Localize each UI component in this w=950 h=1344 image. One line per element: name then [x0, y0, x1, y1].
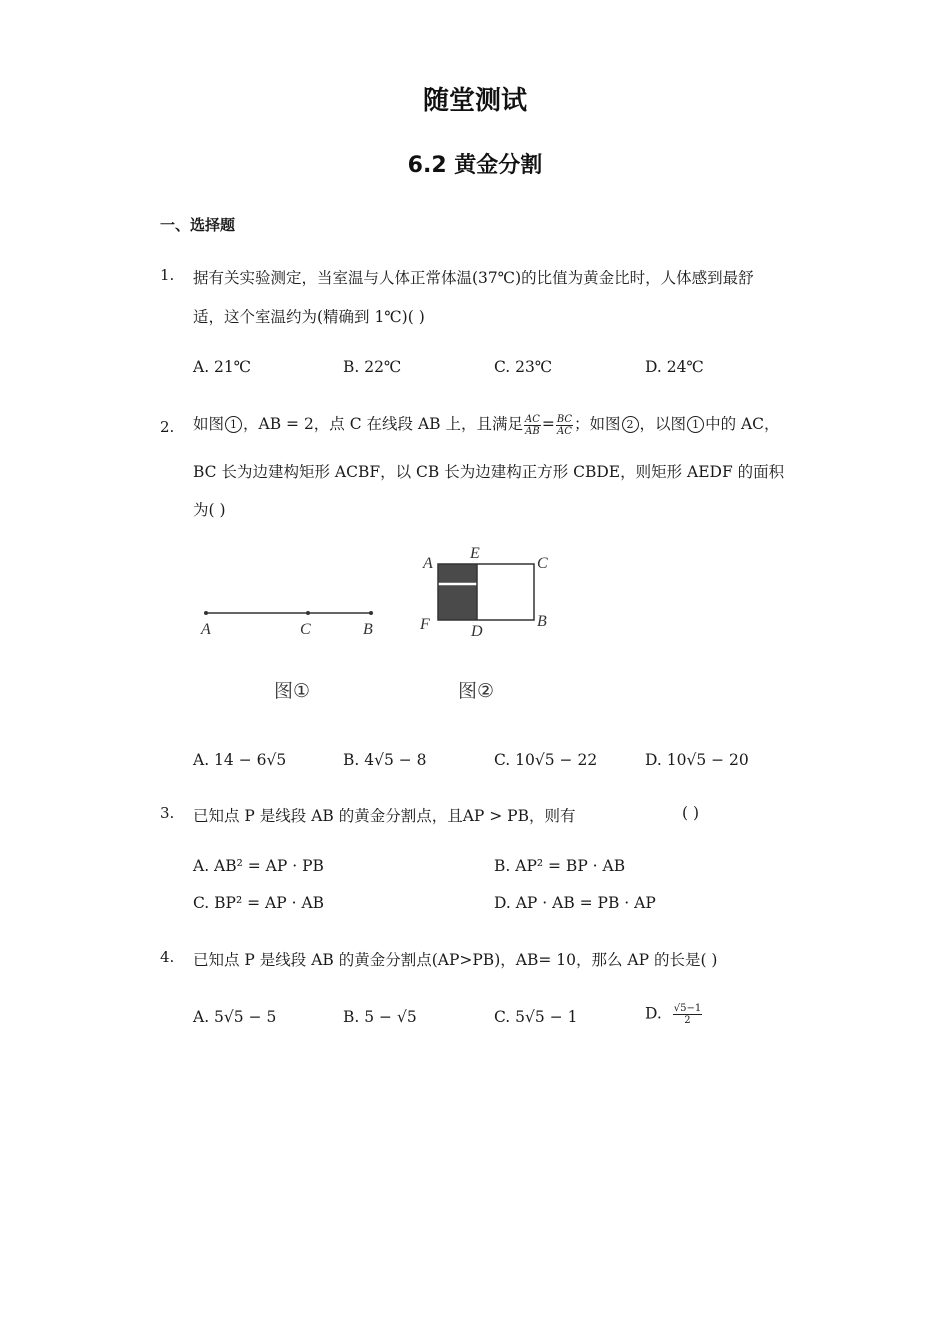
geometry-figure — [190, 540, 570, 720]
point-b — [369, 611, 373, 615]
question-number: 3. — [160, 804, 175, 822]
option-c: C. BP² = AP · AB — [193, 894, 325, 912]
question-text-line: 适，这个室温约为(精确到 1℃)( ) — [193, 308, 425, 326]
option-d: D. 10√5 − 20 — [645, 751, 749, 769]
equals-sign: = — [541, 415, 555, 433]
label-f: F — [420, 616, 430, 633]
question-text-line: 据有关实验测定，当室温与人体正常体温(37℃)的比值为黄金比时，人体感到最舒 — [193, 269, 754, 287]
shaded-rectangle-aedf — [438, 564, 477, 620]
page-subtitle: 6.2 黄金分割 — [407, 153, 543, 178]
label-a: A — [423, 555, 433, 572]
label-a: A — [201, 621, 211, 638]
circled-number: 2 — [622, 416, 639, 433]
option-a: A. 14 − 6√5 — [193, 751, 287, 769]
label-e: E — [470, 545, 480, 562]
label-c: C — [537, 555, 548, 572]
option-b: B. 4√5 − 8 — [343, 751, 427, 769]
option-a: A. 21℃ — [193, 358, 252, 376]
label-d: D — [471, 623, 483, 640]
text-fragment: 中的 AC， — [705, 415, 780, 433]
fraction-numerator: √5−1 — [673, 1003, 702, 1014]
circled-number: 1 — [225, 416, 242, 433]
option-a: A. 5√5 − 5 — [193, 1008, 277, 1026]
fraction — [524, 414, 541, 437]
point-a — [204, 611, 208, 615]
option-a: A. AB² = AP · PB — [193, 857, 324, 875]
option-b: B. AP² = BP · AB — [494, 857, 626, 875]
option-d: D. AP · AB = PB · AP — [494, 894, 656, 912]
text-fragment: 如图 — [193, 415, 225, 433]
option-c: C. 10√5 − 22 — [494, 751, 598, 769]
text-fragment: ，以图 — [639, 415, 687, 433]
fraction-numerator: AC — [524, 413, 540, 425]
fraction-numerator: BC — [556, 413, 573, 425]
option-c: C. 23℃ — [494, 358, 553, 376]
option-c: C. 5√5 − 1 — [494, 1008, 578, 1026]
fraction-denominator: AC — [557, 425, 572, 437]
option-b: B. 22℃ — [343, 358, 402, 376]
option-label: D. — [645, 1004, 662, 1023]
answer-bracket: ( ) — [682, 804, 700, 822]
section-heading: 一、选择题 — [160, 216, 236, 234]
label-c: C — [300, 621, 311, 638]
question-number: 1. — [160, 266, 175, 284]
label-b: B — [537, 613, 547, 630]
page-title: 随堂测试 — [422, 86, 527, 116]
text-fragment: ，AB = 2，点 C 在线段 AB 上，且满足 — [243, 415, 523, 433]
question-text-line: 已知点 P 是线段 AB 的黄金分割点(AP>PB)，AB= 10，那么 AP 的长是( ) — [193, 951, 718, 969]
question-text-line: 为( ) — [193, 501, 226, 519]
figure-caption-2: 图② — [458, 680, 495, 702]
figure-caption-1: 图① — [274, 680, 311, 702]
fraction — [673, 1003, 702, 1026]
point-c — [306, 611, 310, 615]
circled-number: 1 — [687, 416, 704, 433]
question-text-line: 已知点 P 是线段 AB 的黄金分割点，且AP > PB，则有 — [193, 807, 576, 825]
fraction-denominator: AB — [525, 425, 540, 437]
question-number: 2. — [160, 418, 175, 436]
text-fragment: ；如图 — [574, 415, 621, 433]
question-text-line: BC 长为边建构矩形 ACBF，以 CB 长为边建构正方形 CBDE，则矩形 AEDF 的面积 — [193, 463, 785, 481]
fraction — [556, 414, 573, 437]
option-d — [645, 1003, 703, 1026]
label-b: B — [363, 621, 373, 638]
fraction-denominator: 2 — [684, 1015, 691, 1026]
option-d: D. 24℃ — [645, 358, 704, 376]
question-number: 4. — [160, 948, 175, 966]
option-b: B. 5 − √5 — [343, 1008, 417, 1026]
question-text-line — [193, 412, 780, 437]
